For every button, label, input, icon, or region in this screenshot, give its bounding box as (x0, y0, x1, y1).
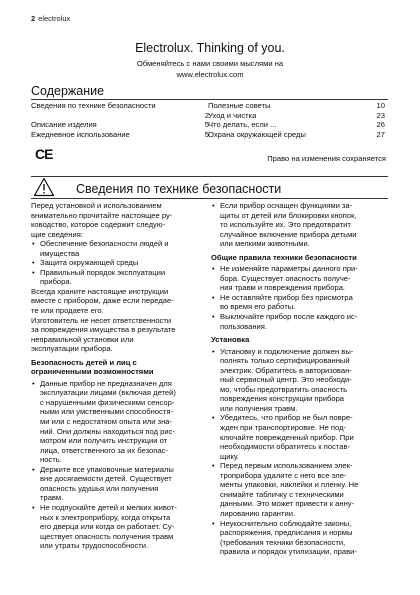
text-line: • Обеспечение безопасности людей и (40, 239, 169, 249)
list-item (211, 293, 388, 312)
text-line: неправильной установки или (31, 334, 134, 344)
left-text-column (31, 201, 203, 551)
general-safety-list (211, 264, 388, 331)
intro-paragraph (31, 201, 203, 239)
text-line: (требования техники безопасности, (220, 537, 346, 547)
text-line: ограниченными возможностями (31, 367, 154, 377)
toc-entry[interactable] (208, 111, 385, 121)
text-line: эксплуатации прибора. (31, 344, 113, 354)
text-line: ными или умственными способностя- (40, 407, 173, 417)
text-line: за повреждения имущества в результате (31, 325, 176, 335)
list-item (31, 268, 203, 287)
ce-mark: CE (35, 146, 53, 162)
text-line: его дверца или когда он работает. Су- (40, 522, 175, 532)
text-line: эксплуатации лицами (включая детей) (40, 388, 176, 398)
installation-list (211, 347, 388, 557)
text-line: ный сервисный центр. Это необходи- (220, 375, 352, 385)
child-safety-list (31, 379, 203, 551)
text-line: • Не подпускайте детей и мелких живот- (40, 502, 177, 512)
text-line: с нарушенными физическими сенсор- (40, 397, 175, 407)
brand-name: electrolux (38, 14, 71, 23)
text-line: • Если прибор оснащен функциями за- (220, 201, 353, 210)
text-line: • Не изменяйте параметры данного при- (220, 264, 358, 274)
text-line: или получения травм. (220, 403, 298, 413)
text-line: ководство, которое содержит следую- (31, 220, 166, 230)
page-number: 2 (31, 14, 36, 23)
subheading-general-safety: Общие правила техники безопасности (211, 252, 357, 262)
running-header (31, 14, 70, 23)
list-item (211, 413, 388, 461)
text-line: ществует опасность получения травм (40, 531, 174, 541)
text-line: • Держите все упаковочные материалы (40, 464, 174, 474)
text-line: вместе с прибором, даже если передае- (31, 296, 174, 306)
toc-entry[interactable] (208, 101, 385, 111)
toc-entry[interactable] (31, 101, 209, 120)
subheading-installation: Установка (211, 335, 250, 345)
rights-notice: Право на изменения сохраняется (267, 154, 386, 163)
text-line: случайное включение прибора детьми (220, 229, 357, 239)
text-line: • Перед первым использованием элек- (220, 461, 353, 471)
section-rule-bottom (31, 198, 388, 199)
text-line: снимайте табличку с техническими (220, 489, 344, 499)
tagline: Electrolux. Thinking of you. (135, 41, 285, 55)
text-line: • Установку и подключение должен вы- (220, 346, 354, 356)
text-line: правила и порядок утилизации, прави- (220, 547, 357, 557)
text-line: Изготовитель не несет ответственности (31, 315, 172, 325)
text-line: во время его работы. (220, 302, 296, 312)
text-line: • Убедитесь, что прибор не был повре- (220, 413, 353, 423)
text-line: те или продаете его. (31, 306, 104, 316)
liability-paragraph (31, 316, 203, 354)
text-line: внимательно прочитайте настоящее ру- (31, 210, 173, 220)
list-item (211, 201, 388, 249)
toc-entry-label: Уход и чистка (208, 110, 257, 120)
toc-right-column (208, 101, 385, 139)
toc-entry-label: Сведения по технике безопасности (31, 101, 156, 110)
text-line: Перед установкой и использованием (31, 201, 162, 210)
text-line: ния травм и повреждения прибора. (220, 283, 346, 293)
text-line: мотром или получить инструкции от (40, 436, 168, 446)
text-line: • Выключайте прибор после каждого ис- (220, 312, 358, 322)
toc-entry[interactable] (208, 120, 385, 130)
toc-entry[interactable] (31, 120, 209, 130)
text-line: Всегда храните настоящие инструкции (31, 286, 169, 296)
text-line: • Защита окружающей среды (40, 258, 139, 268)
right-text-column (211, 201, 388, 557)
text-line: Безопасность детей и лиц с (31, 357, 137, 367)
text-line: или утраты трудоспособности. (40, 541, 149, 551)
text-line: троприбора удалите с него все эле- (220, 470, 347, 480)
text-line: опасность удушья или получения (40, 483, 159, 493)
toc-left-column (31, 101, 209, 139)
text-line: • Не оставляйте прибор без присмотра (220, 292, 353, 302)
toc-entry-page: 23 (376, 110, 385, 120)
text-line: бора. Существует опасность получе- (220, 273, 351, 283)
invite-line: Обменяйтесь с нами своими мыслями на (136, 59, 284, 68)
toc-entry-label: Что делать, если ... (208, 120, 277, 130)
text-line: электрик. Обратитесь в авторизован- (220, 365, 352, 375)
storage-paragraph (31, 287, 203, 316)
section-title: Сведения по технике безопасности (76, 182, 282, 196)
text-line: полнять только сертифицированный (220, 356, 350, 366)
list-item (31, 503, 203, 551)
text-line: жден при транспортировке. Не под- (220, 423, 347, 433)
toc-entry-label: Полезные советы (208, 101, 271, 110)
child-lock-list (211, 201, 388, 249)
text-line: менты упаковки, наклейки и пленку. Не (220, 480, 359, 490)
text-line: ми или с недостатком опыта или зна- (40, 417, 173, 427)
website-link[interactable]: www.electrolux.com (176, 70, 244, 79)
list-item (211, 264, 388, 293)
list-item (31, 465, 203, 503)
toc-entry-label: Охрана окружающей среды (208, 129, 306, 139)
section-rule-top (31, 176, 388, 177)
invite-text (0, 58, 420, 80)
text-line: мо, чтобы предотвратить опасность (220, 384, 348, 394)
text-line: необходимости обратитесь к постав- (220, 442, 351, 452)
text-line: лица, ответственного за их безопас- (40, 445, 168, 455)
text-line: ность. (40, 455, 62, 465)
list-item (31, 258, 203, 268)
text-line: • Данные прибор не предназначен для (40, 378, 172, 388)
toc-entry-page: 26 (376, 120, 385, 130)
text-line: ных к электроприбору, когда открыта (40, 512, 171, 522)
toc-entry-page: 10 (376, 101, 385, 110)
text-line: данными. Это может привести к анну- (220, 499, 355, 509)
toc-entry[interactable] (208, 130, 385, 140)
contents-list (31, 239, 203, 287)
text-line: ключайте поврежденный прибор. При (220, 432, 354, 442)
list-item (31, 239, 203, 258)
text-line: то используйте их. Это предотвратит (220, 220, 351, 230)
text-line: щиты от детей или блокировки кнопок, (220, 210, 357, 220)
toc-entry-page: 2 (204, 110, 209, 120)
list-item (211, 312, 388, 331)
text-line: повреждения конструкции прибора (220, 394, 345, 404)
list-item (211, 461, 388, 518)
toc-entry-page: 27 (376, 129, 385, 139)
text-line: прибора. (40, 277, 72, 287)
text-line: лированию гарантии. (220, 508, 296, 518)
text-line: распоряжения, предписания и нормы (220, 528, 353, 538)
toc-entry-label: Ежедневное использование (31, 129, 130, 139)
text-line: • Правильный порядок эксплуатации (40, 267, 166, 277)
text-line: щику. (220, 451, 240, 461)
text-line: травм. (40, 493, 64, 503)
text-line: вне досягаемости детей. Существует (40, 474, 172, 484)
text-line: щие сведения: (31, 229, 83, 239)
toc-title: Содержание (31, 84, 105, 98)
list-item (31, 379, 203, 465)
text-line: пользования. (220, 321, 268, 331)
list-item (211, 347, 388, 414)
text-line: или мелкими животными. (220, 239, 310, 249)
toc-entry-page: 5 (204, 129, 209, 139)
toc-entry-label: Описание изделия (31, 120, 97, 130)
toc-rule (31, 99, 388, 100)
text-line: ний. Они должны находиться под рис- (40, 426, 175, 436)
toc-entry-page: 5 (204, 120, 209, 130)
subheading-child-safety (31, 358, 203, 377)
text-line: • Неукоснительно соблюдайте законы, (220, 518, 352, 528)
text-line: имущества (40, 248, 80, 258)
list-item (211, 519, 388, 557)
toc-entry[interactable] (31, 130, 209, 140)
